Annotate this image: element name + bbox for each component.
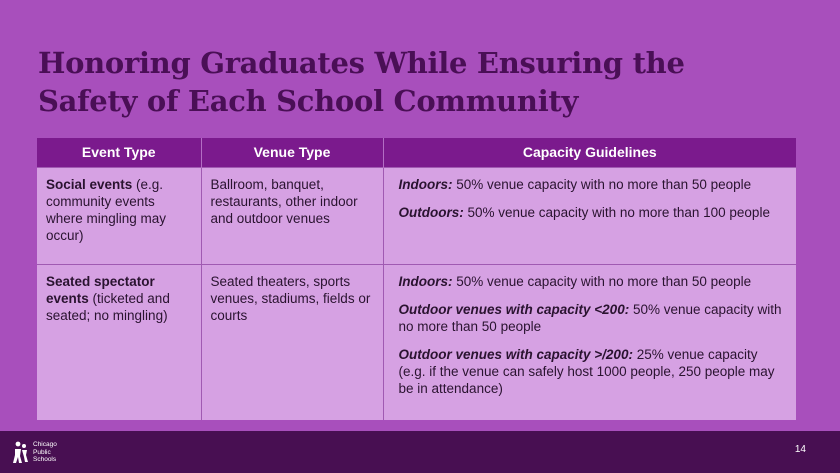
guideline-label: Outdoor venues with capacity >/200: (398, 347, 633, 362)
cell-venue-type: Ballroom, banquet, restaurants, other indoor and outdoor venues (201, 168, 383, 265)
guideline-text: 25% venue capacity (e.g. if the venue can safely host 1000 people, 250 people may be in attendance) (398, 347, 775, 396)
guideline-label: Indoors: (398, 177, 453, 192)
slide-title-line2: Safety of Each School Community (38, 84, 579, 118)
guideline-text: 50% venue capacity with no more than 50 people (398, 302, 782, 334)
event-type-name: Social events (46, 177, 133, 192)
event-type-note: (ticketed and seated; no mingling) (46, 291, 170, 323)
cell-capacity-guidelines (383, 168, 796, 265)
guideline-item (399, 301, 785, 335)
guideline-label: Outdoor venues with capacity <200: (398, 302, 630, 317)
capacity-table (37, 138, 796, 420)
cell-venue-type: Seated theaters, sports venues, stadiums, fields or courts (201, 265, 383, 420)
page-number: 14 (794, 444, 806, 455)
logo-text-line2: Public (33, 448, 51, 456)
guideline-item (399, 346, 785, 397)
guideline-item (399, 273, 785, 290)
logo-text-line1: Chicago (33, 441, 57, 448)
guideline-text: 50% venue capacity with no more than 50 people (452, 274, 752, 289)
guideline-label: Indoors: (398, 274, 453, 289)
guideline-item (399, 176, 785, 193)
header-venue-type: Venue Type (201, 138, 383, 168)
logo-text-line3: Schools (33, 456, 57, 463)
footer-bar (0, 431, 840, 473)
header-capacity-guidelines: Capacity Guidelines (383, 138, 796, 168)
cell-event-type (37, 168, 201, 265)
table-header-row (37, 138, 796, 168)
cell-event-type (37, 265, 201, 420)
slide-title-line1: Honoring Graduates While Ensuring the (38, 46, 685, 80)
slide-title (38, 44, 778, 120)
event-type-note: (e.g. community events where mingling may occur) (46, 177, 167, 243)
cell-capacity-guidelines (383, 265, 796, 420)
table-row-seated-spectator-events (37, 265, 796, 420)
table-row-social-events (37, 168, 796, 265)
guideline-label: Outdoors: (398, 205, 464, 220)
guideline-text: 50% venue capacity with no more than 50 people (452, 177, 752, 192)
cps-logo (11, 440, 71, 466)
guideline-text: 50% venue capacity with no more than 100 people (463, 205, 770, 220)
header-event-type: Event Type (37, 138, 201, 168)
cps-logo-icon (11, 440, 31, 464)
guideline-item (399, 204, 785, 221)
event-type-name: Seated spectator events (46, 274, 155, 306)
cps-logo-text (33, 441, 57, 464)
